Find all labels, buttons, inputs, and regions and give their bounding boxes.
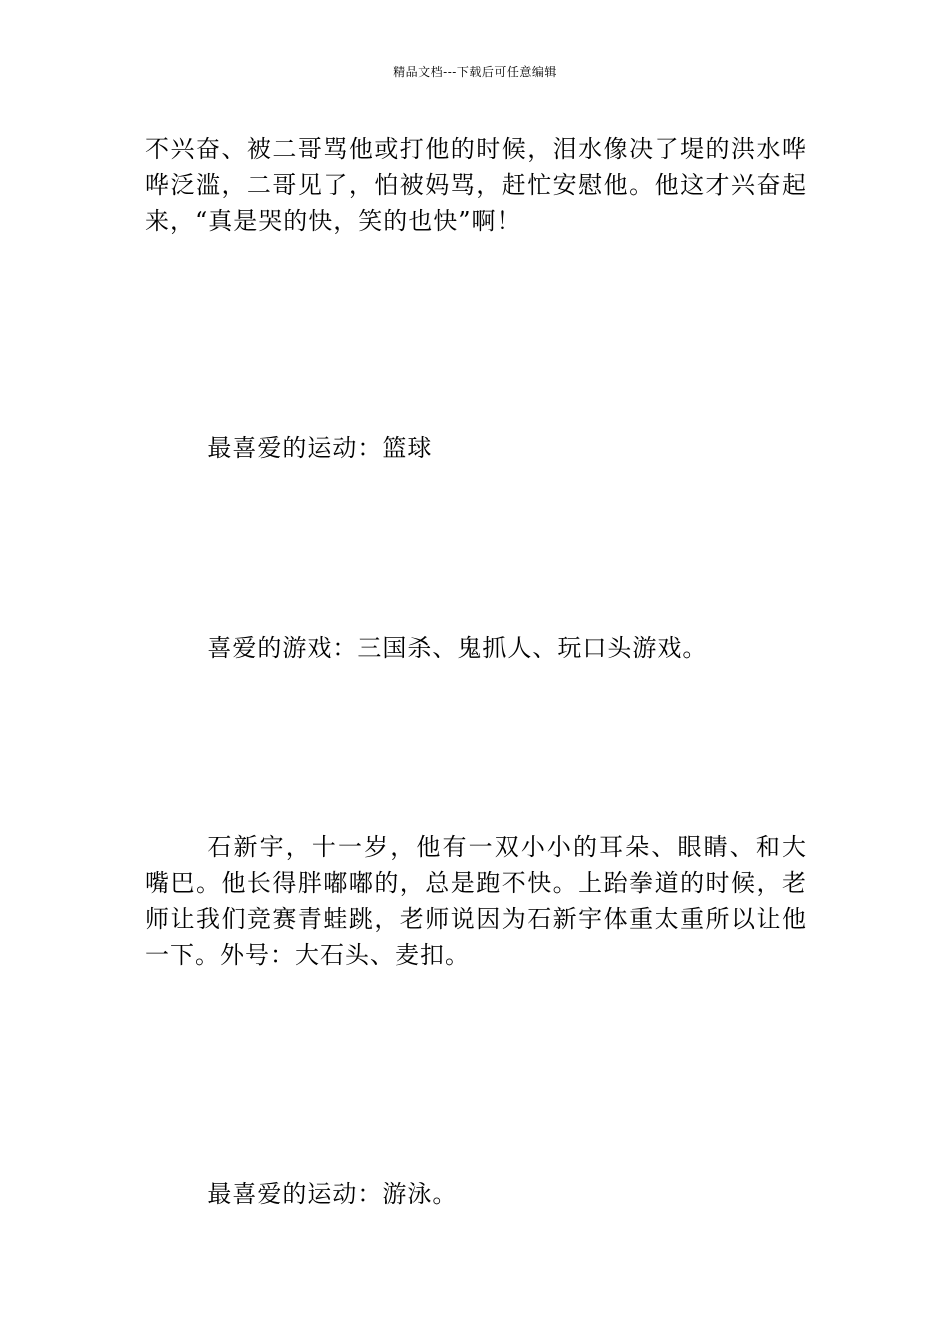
paragraph-favorite-sport-swimming: 最喜爱的运动：游泳。 <box>207 1180 458 1208</box>
page-header: 精品文档---下载后可任意编辑 <box>393 65 557 79</box>
paragraph-favorite-sport-basketball: 最喜爱的运动：篮球 <box>207 434 433 462</box>
paragraph-favorite-games: 喜爱的游戏：三国杀、鬼抓人、玩口头游戏。 <box>207 634 708 662</box>
paragraph-continuation: 不兴奋、被二哥骂他或打他的时候，泪水像决了堤的洪水哗哗泛滥，二哥见了，怕被妈骂，赶忙安慰他。他这才兴奋起来，“真是哭的快，笑的也快”啊！ <box>145 135 807 235</box>
paragraph-shi-xinyu: 石新宇，十一岁，他有一双小小的耳朵、眼睛、和大嘴巴。他长得胖嘟嘟的，总是跑不快。上跆拳道的时候，老师让我们竞赛青蛙跳，老师说因为石新宇体重太重所以让他一下。外号：大石头、麦扣。 <box>145 833 807 969</box>
